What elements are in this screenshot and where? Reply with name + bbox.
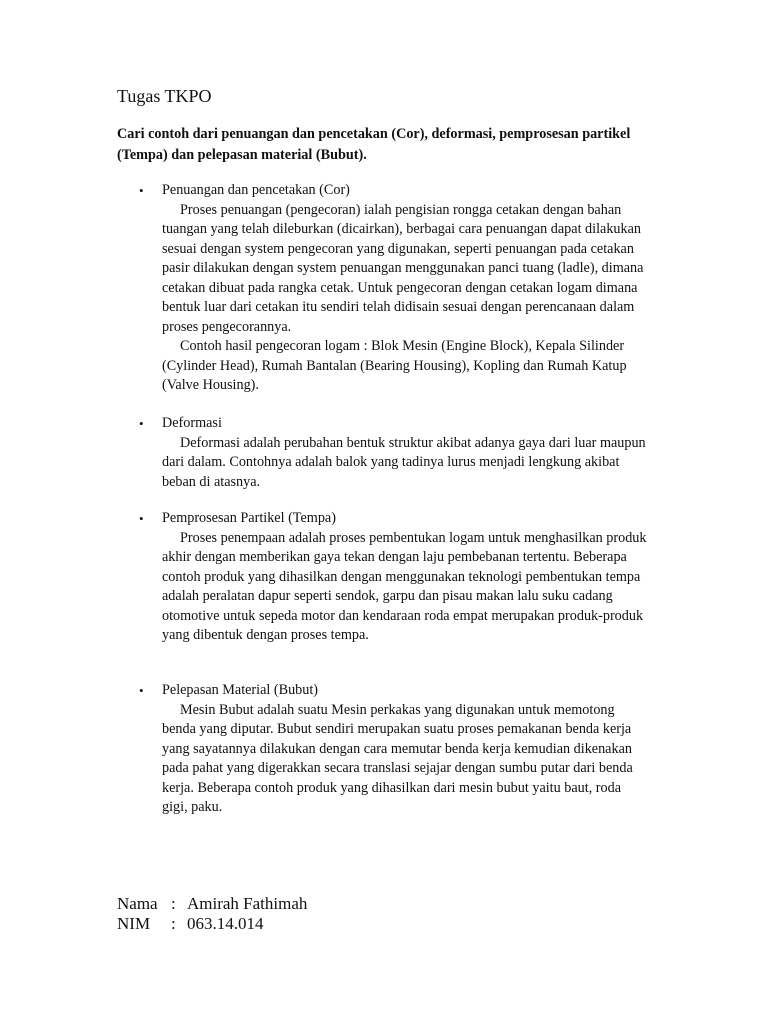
student-name-line	[117, 893, 307, 914]
bullet-icon: •	[139, 416, 144, 431]
assignment-instruction: Cari contoh dari penuangan dan pencetakan (Cor), deformasi, pemprosesan partikel (Tempa) dan pelepasan material (Bubut).	[117, 126, 631, 163]
section-paragraph: Deformasi adalah perubahan bentuk struktur akibat adanya gaya dari luar maupun dari dalam. Contohnya adalah balok yang tadinya lurus menjadi lengkung akibat beban di atasnya.	[162, 434, 646, 490]
nim-separator: :	[171, 914, 176, 933]
student-nim-line	[117, 913, 264, 934]
section-heading: Pelepasan Material (Bubut)	[162, 682, 319, 698]
section-paragraph: Proses penempaan adalah proses pembentukan logam untuk menghasilkan produk akhir dengan memberikan gaya tekan dengan laju pembebanan tertentu. Beberapa contoh produk yang dihasilkan dengan menggunakan teknologi pembentukan tempa adalah peralatan dapur seperti sendok, garpu dan pisau makan lalu suku cadang otomotive untuk sepeda motor dan kendaraan roda empat merupakan produk-produk yang dibentuk dengan proses tempa.	[162, 529, 647, 643]
bullet-icon: •	[139, 511, 144, 526]
name-separator: :	[171, 894, 176, 913]
nim-label: NIM	[117, 914, 151, 933]
section-heading: Penuangan dan pencetakan (Cor)	[162, 182, 350, 198]
section-deformasi	[139, 414, 649, 492]
section-paragraph: Proses penuangan (pengecoran) ialah pengisian rongga cetakan dengan bahan tuangan yang telah dileburkan (dicairkan), berbagai cara penuangan dapat dilakukan sesuai dengan system pengecoran yang digunakan, seperti penuangan pada cetakan pasir dilakukan dengan system penuangan menggunakan panci tuang (ladle), dimana cetakan dibuat pada rangka cetak. Untuk pengecoran dengan cetakan logam dimana bentuk luar dari cetakan itu sendiri telah didisain sesuai dengan perencanaan dalam proses pengecorannya.	[162, 201, 644, 335]
section-paragraph: Contoh hasil pengecoran logam : Blok Mesin (Engine Block), Kepala Silinder (Cylinder Head), Rumah Bantalan (Bearing Housing), Kopling dan Rumah Katup (Valve Housing).	[162, 338, 627, 393]
section-heading: Deformasi	[162, 415, 222, 431]
section-bubut	[139, 681, 649, 818]
section-tempa	[139, 509, 649, 646]
section-paragraph: Mesin Bubut adalah suatu Mesin perkakas yang digunakan untuk memotong benda yang diputar. Bubut sendiri merupakan suatu proses pemakanan benda kerja yang sayatannya dilakukan dengan cara memutar benda kerja kemudian dikenakan pada pahat yang digerakkan secara translasi sejajar dengan sumbu putar dari benda kerja. Beberapa contoh produk yang dihasilkan dari mesin bubut yaitu baut, roda gigi, paku.	[162, 701, 633, 815]
document-title: Tugas TKPO	[117, 86, 212, 106]
section-cor	[139, 181, 649, 396]
bullet-icon: •	[139, 683, 144, 698]
bullet-icon: •	[139, 183, 144, 198]
name-value: Amirah Fathimah	[187, 894, 308, 913]
nim-value: 063.14.014	[187, 914, 264, 933]
name-label: Nama	[117, 894, 158, 913]
section-heading: Pemprosesan Partikel (Tempa)	[162, 510, 336, 526]
